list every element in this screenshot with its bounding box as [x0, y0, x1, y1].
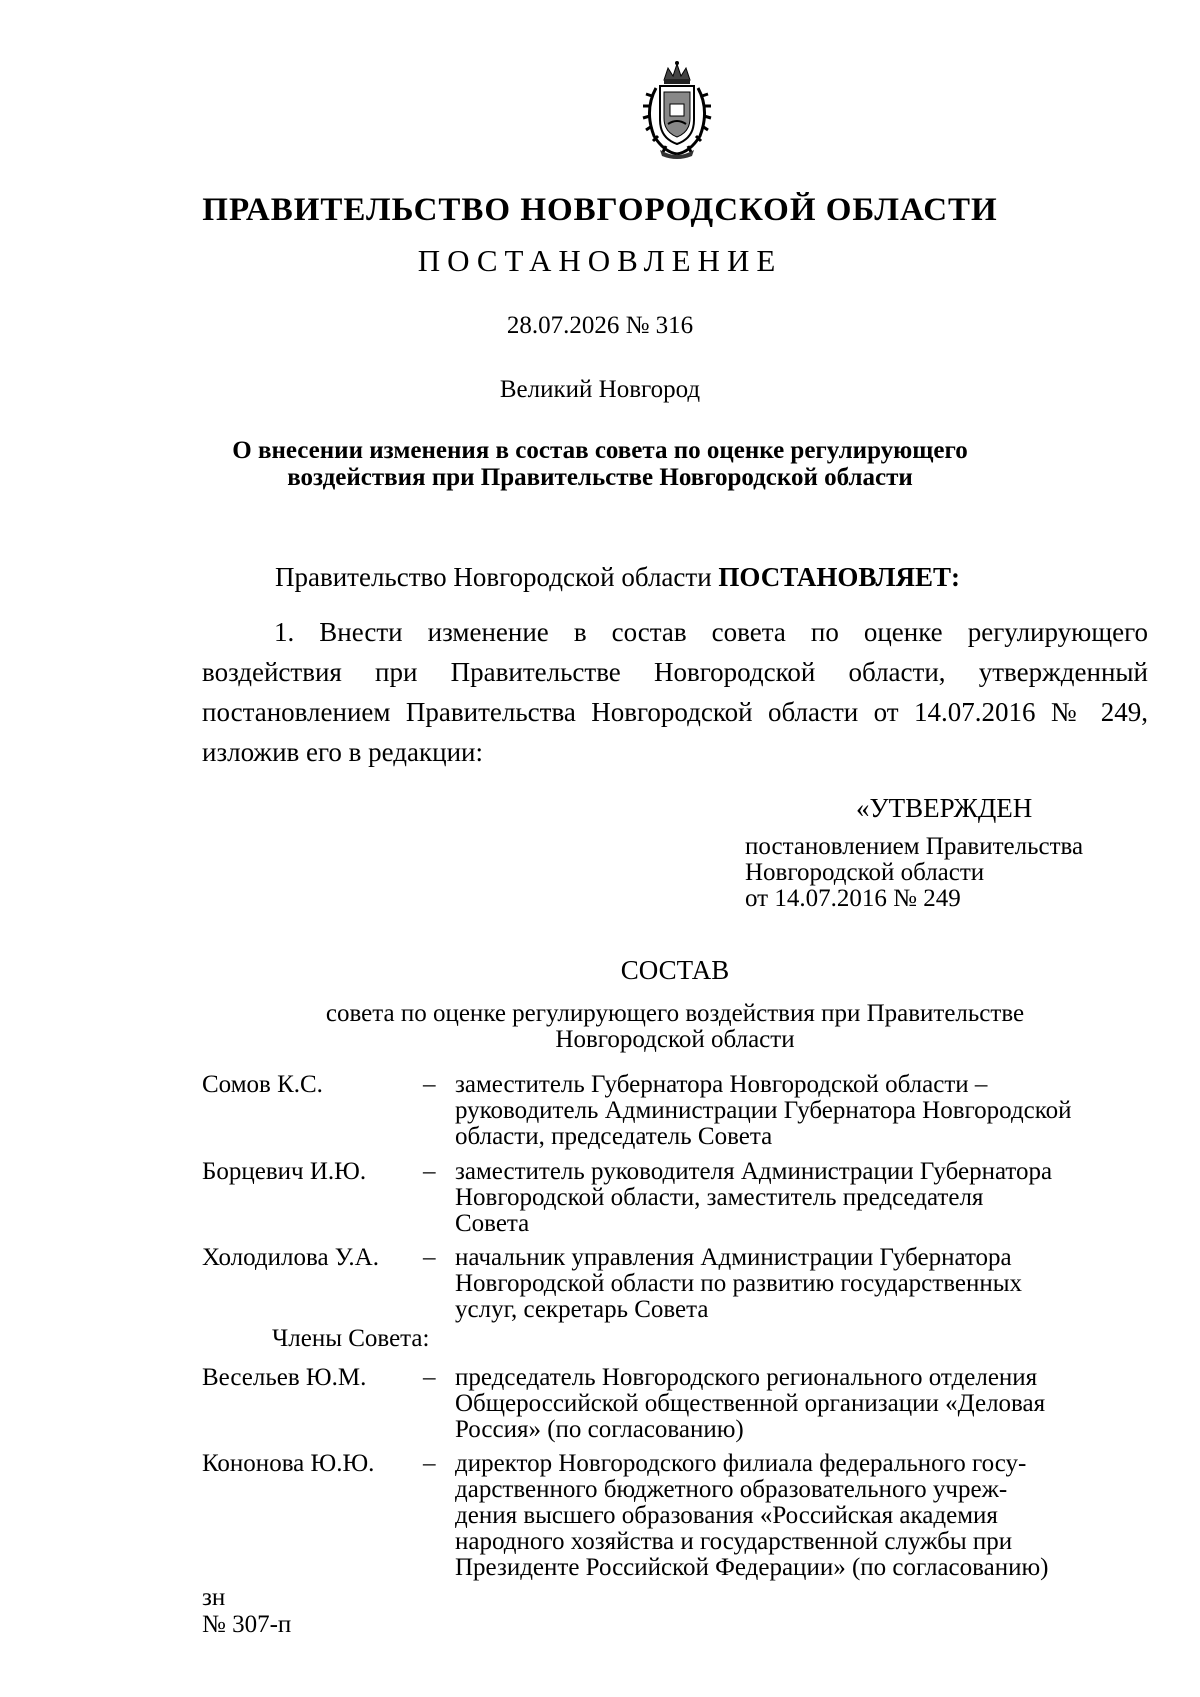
member-name: Борцевич И.Ю. [202, 1158, 367, 1185]
member-name: Холодилова У.А. [202, 1244, 379, 1271]
document-date-number: 28.07.2026 № 316 [506, 312, 694, 339]
member-dash: – [423, 1450, 436, 1477]
member-role-line: начальник управления Администрации Губернатора [455, 1244, 1012, 1271]
approved-block [745, 834, 1083, 912]
document-type: ПОСТАНОВЛЕНИЕ [417, 243, 783, 278]
composition-subtitle-line: совета по оценке регулирующего воздействия при Правительстве [325, 1000, 1025, 1027]
member-dash: – [423, 1244, 436, 1271]
member-name: Кононова Ю.Ю. [202, 1450, 375, 1477]
member-role [455, 1072, 1145, 1150]
member-role-line: дарственного бюджетного образовательного учреж- [455, 1476, 1008, 1503]
member-name: Весельев Ю.М. [202, 1364, 367, 1391]
document-title [180, 437, 1020, 491]
member-role-line: услуг, секретарь Совета [455, 1296, 709, 1323]
member-role-line: дения высшего образования «Российская академия [455, 1502, 998, 1529]
member-role [455, 1365, 1145, 1443]
composition-title: СОСТАВ [620, 955, 730, 985]
member-role-line: заместитель руководителя Администрации Губернатора [455, 1158, 1053, 1185]
member-role-line: Россия» (по согласованию) [455, 1416, 744, 1443]
member-role [455, 1159, 1145, 1237]
approved-line: от 14.07.2016 № 249 [745, 885, 961, 912]
member-role-line: председатель Новгородского регионального отделения [455, 1364, 1038, 1391]
organization-name: ПРАВИТЕЛЬСТВО НОВГОРОДСКОЙ ОБЛАСТИ [202, 192, 998, 228]
resolves-statement [275, 561, 960, 593]
document-title-line: О внесении изменения в состав совета по оценке регулирующего [232, 437, 968, 464]
member-role-line: области, председатель Совета [455, 1123, 773, 1150]
member-dash: – [423, 1071, 436, 1098]
composition-subtitle [270, 1001, 1080, 1053]
paragraph-1: 1. Внести изменение в состав совета по оценке регулирующего воздействия при Правительстве Новгородской области, утвержденный постановлением Правительства Новгородской области от 14.07.2016 № 249, изложив его в редакции: [202, 617, 1148, 767]
footer-number: № 307-п [202, 1611, 292, 1638]
member-dash: – [423, 1158, 436, 1185]
member-role-line: Президенте Российской Федерации» (по согласованию) [455, 1554, 1049, 1581]
member-role-line: директор Новгородского филиала федерального госу- [455, 1450, 1027, 1477]
member-role-line: Общероссийской общественной организации «Деловая [455, 1390, 1046, 1417]
member-name: Сомов К.С. [202, 1071, 323, 1098]
member-role-line: Совета [455, 1210, 530, 1237]
member-role [455, 1451, 1145, 1581]
member-role [455, 1245, 1145, 1323]
resolves-prefix: Правительство Новгородской области [275, 562, 719, 592]
footer-note [202, 1584, 291, 1638]
footer-initials: зн [202, 1584, 226, 1611]
approved-heading: «УТВЕРЖДЕН [856, 793, 1033, 823]
member-role-line: руководитель Администрации Губернатора Новгородской [455, 1097, 1072, 1124]
document-title-line: воздействия при Правительстве Новгородской области [287, 464, 913, 491]
member-role-line: Новгородской области, заместитель председателя [455, 1184, 984, 1211]
composition-subtitle-line: Новгородской области [555, 1026, 795, 1053]
approved-line: постановлением Правительства [745, 833, 1084, 860]
document-city: Великий Новгород [499, 376, 701, 403]
member-role-line: Новгородской области по развитию государственных [455, 1270, 1023, 1297]
approved-line: Новгородской области [745, 859, 985, 886]
members-label: Члены Совета: [272, 1325, 430, 1352]
member-dash: – [423, 1364, 436, 1391]
member-role-line: народного хозяйства и государственной службы при [455, 1528, 1013, 1555]
coat-of-arms-emblem [630, 58, 724, 162]
member-role-line: заместитель Губернатора Новгородской области – [455, 1071, 988, 1098]
resolves-keyword: ПОСТАНОВЛЯЕТ: [718, 562, 960, 592]
